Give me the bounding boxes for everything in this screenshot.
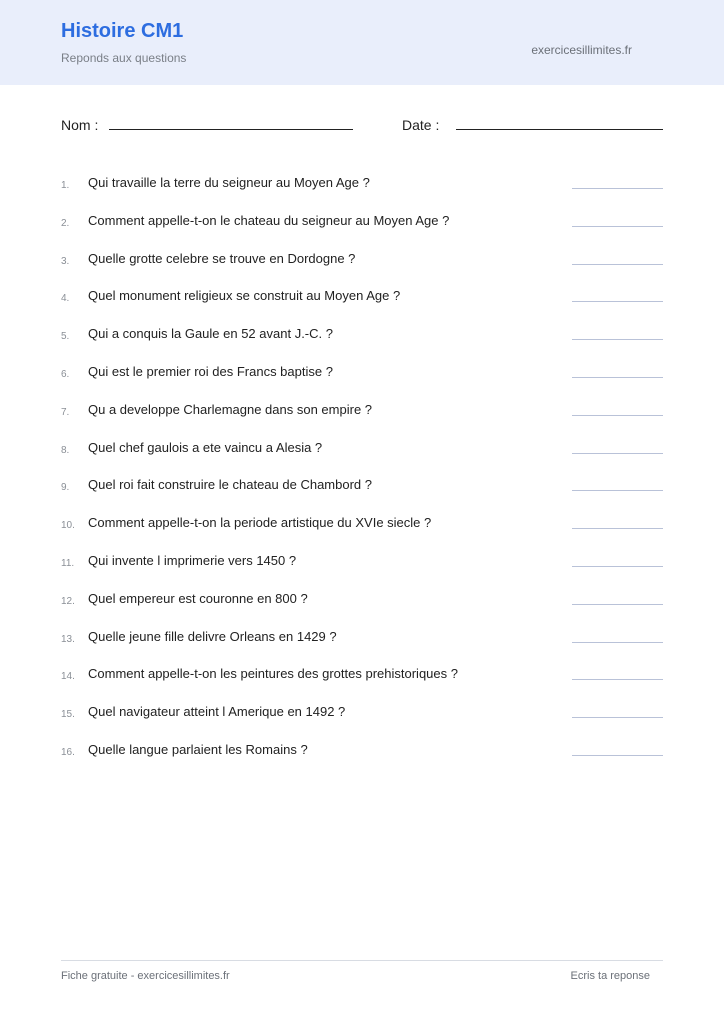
question-number: 8. (61, 445, 70, 456)
name-field[interactable] (109, 129, 353, 130)
question-text: Qu a developpe Charlemagne dans son empire ? (88, 402, 373, 417)
question-number: 12. (61, 596, 75, 607)
answer-line[interactable] (572, 453, 663, 454)
question-number: 10. (61, 520, 75, 531)
page-header (0, 0, 724, 85)
footer-site: Fiche gratuite - exercicesillimites.fr (61, 970, 230, 982)
answer-line[interactable] (572, 604, 663, 605)
question-text: Quel monument religieux se construit au Moyen Age ? (88, 288, 401, 303)
question-row (61, 251, 663, 275)
question-number: 14. (61, 671, 75, 682)
question-text: Qui est le premier roi des Francs baptise ? (88, 364, 333, 379)
question-number: 3. (61, 256, 70, 267)
answer-line[interactable] (572, 566, 663, 567)
question-text: Quel navigateur atteint l Amerique en 1492 ? (88, 704, 346, 719)
question-row (61, 213, 663, 237)
name-label: Nom : (61, 117, 99, 133)
question-text: Comment appelle-t-on la periode artistique du XVIe siecle ? (88, 515, 432, 530)
answer-line[interactable] (572, 339, 663, 340)
question-number: 16. (61, 747, 75, 758)
answer-line[interactable] (572, 264, 663, 265)
question-number: 6. (61, 369, 70, 380)
question-number: 1. (61, 180, 70, 191)
question-row (61, 326, 663, 350)
answer-line[interactable] (572, 188, 663, 189)
page-title: Histoire CM1 (61, 20, 184, 42)
question-row (61, 742, 663, 766)
question-text: Quel roi fait construire le chateau de Chambord ? (88, 477, 372, 492)
question-text: Quel empereur est couronne en 800 ? (88, 591, 308, 606)
question-text: Comment appelle-t-on le chateau du seigneur au Moyen Age ? (88, 213, 450, 228)
question-text: Comment appelle-t-on les peintures des grottes prehistoriques ? (88, 666, 458, 681)
question-number: 13. (61, 634, 75, 645)
footer-divider (61, 960, 663, 961)
answer-line[interactable] (572, 755, 663, 756)
question-text: Quelle jeune fille delivre Orleans en 1429 ? (88, 629, 337, 644)
question-number: 2. (61, 218, 70, 229)
answer-line[interactable] (572, 642, 663, 643)
question-row (61, 666, 663, 690)
question-number: 15. (61, 709, 75, 720)
question-text: Qui travaille la terre du seigneur au Moyen Age ? (88, 175, 370, 190)
answer-line[interactable] (572, 301, 663, 302)
question-row (61, 704, 663, 728)
question-row (61, 402, 663, 426)
question-number: 11. (61, 558, 75, 569)
answer-line[interactable] (572, 528, 663, 529)
site-name: exercicesillimites.fr (531, 43, 632, 57)
question-number: 7. (61, 407, 70, 418)
answer-line[interactable] (572, 377, 663, 378)
answer-line[interactable] (572, 415, 663, 416)
question-row (61, 591, 663, 615)
question-row (61, 288, 663, 312)
answer-line[interactable] (572, 226, 663, 227)
footer-instruction: Ecris ta reponse (570, 970, 650, 982)
date-label: Date : (402, 117, 440, 133)
question-row (61, 477, 663, 501)
question-row (61, 553, 663, 577)
question-number: 9. (61, 482, 70, 493)
question-text: Qui invente l imprimerie vers 1450 ? (88, 553, 297, 568)
question-text: Qui a conquis la Gaule en 52 avant J.-C. ? (88, 326, 333, 341)
question-row (61, 440, 663, 464)
question-row (61, 629, 663, 653)
question-row (61, 515, 663, 539)
question-number: 4. (61, 293, 70, 304)
date-field[interactable] (456, 129, 663, 130)
question-row (61, 364, 663, 388)
question-number: 5. (61, 331, 70, 342)
answer-line[interactable] (572, 717, 663, 718)
answer-line[interactable] (572, 679, 663, 680)
page-subtitle: Reponds aux questions (61, 51, 187, 65)
question-text: Quelle grotte celebre se trouve en Dordogne ? (88, 251, 356, 266)
question-row (61, 175, 663, 199)
question-text: Quel chef gaulois a ete vaincu a Alesia ? (88, 440, 323, 455)
question-text: Quelle langue parlaient les Romains ? (88, 742, 308, 757)
answer-line[interactable] (572, 490, 663, 491)
